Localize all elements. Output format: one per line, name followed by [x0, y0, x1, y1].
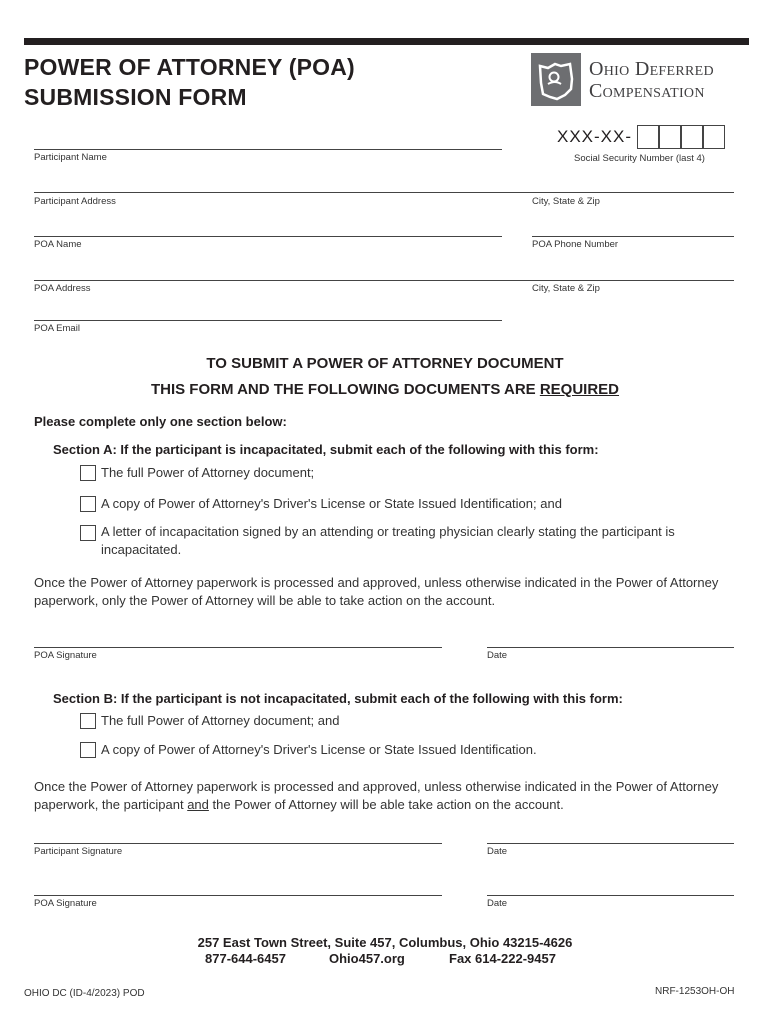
form-id-left: OHIO DC (ID-4/2023) POD	[24, 988, 145, 999]
section-b-poa-signature-label: POA Signature	[34, 898, 97, 909]
logo-line2: Compensation	[589, 80, 705, 102]
poa-address-field[interactable]	[34, 280, 734, 281]
participant-city-label: City, State & Zip	[532, 196, 600, 207]
section-b-item-1: The full Power of Attorney document; and	[101, 713, 340, 728]
footer-fax: Fax 614-222-9457	[449, 951, 556, 966]
poa-address-label: POA Address	[34, 283, 91, 294]
section-a-title: Section A: If the participant is incapacitated, submit each of the following with this form:	[53, 442, 599, 457]
section-a-poa-signature-field[interactable]	[34, 647, 442, 648]
section-b-note-before: Once the Power of Attorney paperwork is processed and approved, unless otherwise indicated in the Power of Attorney paperwork, the participant	[34, 779, 719, 812]
section-b-title: Section B: If the participant is not incapacitated, submit each of the following with this form:	[53, 691, 623, 706]
logo-wordmark	[589, 58, 714, 102]
section-b-note-after: the Power of Attorney will be able take action on the account.	[208, 797, 564, 812]
header-bar	[24, 38, 749, 45]
ssn-label: Social Security Number (last 4)	[574, 153, 705, 164]
participant-address-field[interactable]	[34, 192, 734, 193]
section-b-poa-signature-field[interactable]	[34, 895, 442, 896]
section-b-date-label-2: Date	[487, 898, 508, 909]
section-b-date-field-2[interactable]	[487, 895, 734, 896]
participant-name-field[interactable]	[34, 149, 502, 150]
poa-phone-field[interactable]	[532, 236, 734, 237]
section-b-date-field-1[interactable]	[487, 843, 734, 844]
section-a-poa-signature-label: POA Signature	[34, 650, 97, 661]
footer-website[interactable]: Ohio457.org	[329, 951, 405, 966]
instructions-heading-2	[0, 381, 770, 398]
ssn-prefix: XXX-XX-	[557, 127, 633, 146]
poa-email-label: POA Email	[34, 323, 80, 334]
ssn-digit-1[interactable]	[637, 125, 659, 149]
footer-address: 257 East Town Street, Suite 457, Columbus, Ohio 43215-4626	[197, 935, 573, 950]
ssn-digit-2[interactable]	[659, 125, 681, 149]
participant-name-label: Participant Name	[34, 152, 107, 163]
participant-signature-field[interactable]	[34, 843, 442, 844]
section-a-date-field[interactable]	[487, 647, 734, 648]
participant-address-label: Participant Address	[34, 196, 116, 207]
section-b-date-label-1: Date	[487, 846, 508, 857]
section-b-checkbox-1[interactable]	[80, 713, 96, 729]
form-title-line1: POWER OF ATTORNEY (POA)	[24, 54, 355, 80]
section-b-note	[34, 778, 724, 814]
section-a-item-3: A letter of incapacitation signed by an attending or treating physician clearly stating the participant is incapacitated.	[101, 524, 675, 557]
ohio-logo	[531, 53, 581, 106]
poa-city-label: City, State & Zip	[532, 283, 600, 294]
ssn-digit-3[interactable]	[681, 125, 703, 149]
section-a-item-2: A copy of Power of Attorney's Driver's License or State Issued Identification; and	[101, 496, 562, 511]
complete-one-instruction: Please complete only one section below:	[34, 414, 287, 429]
ohio-state-icon	[531, 53, 581, 106]
logo-line1: Ohio Deferred	[589, 58, 714, 80]
poa-name-field[interactable]	[34, 236, 502, 237]
ssn-digit-4[interactable]	[703, 125, 725, 149]
poa-email-field[interactable]	[34, 320, 502, 321]
section-b-checkbox-2[interactable]	[80, 742, 96, 758]
poa-name-label: POA Name	[34, 239, 82, 250]
footer-phone: 877-644-6457	[205, 951, 286, 966]
section-a-note: Once the Power of Attorney paperwork is processed and approved, unless otherwise indicated in the Power of Attorney paperwork, only the Power of Attorney will be able to take action on the account.	[34, 575, 719, 608]
section-a-item-1: The full Power of Attorney document;	[101, 465, 315, 480]
participant-signature-label: Participant Signature	[34, 846, 123, 857]
poa-phone-label: POA Phone Number	[532, 239, 619, 250]
heading-2-text: THIS FORM AND THE FOLLOWING DOCUMENTS ARE	[150, 381, 540, 398]
section-a-checkbox-2[interactable]	[80, 496, 96, 512]
section-a-checkbox-1[interactable]	[80, 465, 96, 481]
form-title-line2: SUBMISSION FORM	[24, 84, 247, 110]
form-id-right: NRF-1253OH-OH	[655, 986, 735, 997]
section-b-item-2: A copy of Power of Attorney's Driver's License or State Issued Identification.	[101, 742, 537, 757]
form-title	[24, 52, 355, 112]
section-a-checkbox-3[interactable]	[80, 525, 96, 541]
section-b-note-and: and	[187, 797, 209, 812]
section-a-date-label: Date	[487, 650, 508, 661]
instructions-heading-1: TO SUBMIT A POWER OF ATTORNEY DOCUMENT	[206, 355, 564, 372]
required-underlined: REQUIRED	[539, 381, 620, 398]
